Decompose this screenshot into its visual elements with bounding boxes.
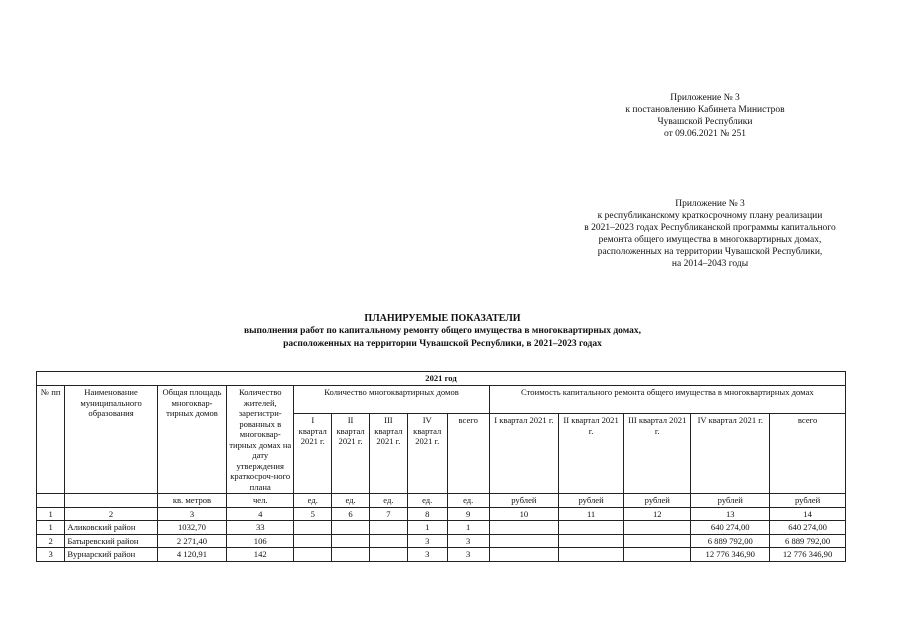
table-cell: [559, 548, 624, 562]
table-cell: [332, 534, 370, 548]
table-cell: [489, 534, 558, 548]
unit-cell: рублей: [770, 494, 846, 508]
annex1-line1: Приложение № 3: [670, 93, 740, 103]
colnum-cell: 11: [559, 507, 624, 521]
table-cell: 6 889 792,00: [691, 534, 770, 548]
table-cell: [489, 548, 558, 562]
table-cell: [369, 548, 407, 562]
title-sub1: выполнения работ по капитальному ремонту общего имущества в многоквартирных домах,: [243, 326, 642, 336]
units-row: [37, 494, 846, 508]
annex2-line6: на 2014–2043 годы: [671, 259, 749, 269]
header-q4: IV квартал 2021 г.: [407, 414, 447, 494]
table-cell: [624, 534, 691, 548]
table-cell: [294, 548, 332, 562]
unit-cell: ед.: [369, 494, 407, 508]
table-cell: 3: [37, 548, 65, 562]
colnum-cell: 6: [332, 507, 370, 521]
column-numbers-row: [37, 507, 846, 521]
indicators-table: [36, 371, 846, 562]
annex-note-1: [600, 92, 810, 140]
table-cell: 640 274,00: [770, 521, 846, 535]
header-c2: II квартал 2021 г.: [559, 414, 624, 494]
unit-cell: рублей: [489, 494, 558, 508]
table-cell: [624, 521, 691, 535]
table-cell: 3: [407, 548, 447, 562]
title-main: ПЛАНИРУЕМЫЕ ПОКАЗАТЕЛИ: [364, 313, 521, 324]
colnum-cell: 14: [770, 507, 846, 521]
table-cell: 2: [37, 534, 65, 548]
table-cell: [294, 521, 332, 535]
table-cell: [559, 534, 624, 548]
table-cell: 3: [447, 534, 489, 548]
header-houses-group: Количество многоквартирных домов: [294, 386, 489, 414]
header-ctotal: всего: [770, 414, 846, 494]
header-row-1: [37, 386, 846, 414]
colnum-cell: 13: [691, 507, 770, 521]
colnum-cell: 9: [447, 507, 489, 521]
header-q2: II квартал 2021 г.: [332, 414, 370, 494]
header-residents: Количество жителей, зарегистри-рованных в многоквар-тирных домах на дату утверждения краткосроч-ного плана: [227, 386, 294, 494]
title-sub2: расположенных на территории Чувашской Республики, в 2021–2023 годах: [283, 339, 602, 349]
annex1-line4: от 09.06.2021 № 251: [664, 129, 746, 139]
header-area: Общая площадь многоквар-тирных домов: [157, 386, 226, 494]
table-cell: 3: [447, 548, 489, 562]
table-cell: [624, 548, 691, 562]
header-name: Наименование муниципального образования: [65, 386, 157, 494]
table-cell: 3: [407, 534, 447, 548]
unit-cell: рублей: [691, 494, 770, 508]
table-cell: [332, 521, 370, 535]
colnum-cell: 1: [37, 507, 65, 521]
table-cell: [559, 521, 624, 535]
colnum-cell: 3: [157, 507, 226, 521]
table-row: [37, 548, 846, 562]
year-cell: 2021 год: [37, 372, 846, 386]
unit-cell: [65, 494, 157, 508]
unit-cell: ед.: [294, 494, 332, 508]
table-cell: [369, 534, 407, 548]
table-cell: 1: [37, 521, 65, 535]
colnum-cell: 12: [624, 507, 691, 521]
table-cell: Аликовский район: [65, 521, 157, 535]
annex-note-2: [560, 198, 860, 270]
annex2-line4: ремонта общего имущества в многоквартирных домах,: [598, 235, 822, 245]
unit-cell: чел.: [227, 494, 294, 508]
table-cell: [294, 534, 332, 548]
unit-cell: рублей: [559, 494, 624, 508]
unit-cell: ед.: [407, 494, 447, 508]
table-cell: 1: [447, 521, 489, 535]
colnum-cell: 7: [369, 507, 407, 521]
table-cell: 2 271,40: [157, 534, 226, 548]
table-cell: 33: [227, 521, 294, 535]
header-cost-group: Стоимость капитального ремонта общего имущества в многоквартирных домах: [489, 386, 845, 414]
header-q1: I квартал 2021 г.: [294, 414, 332, 494]
header-c4: IV квартал 2021 г.: [691, 414, 770, 494]
header-num: № пп: [37, 386, 65, 494]
colnum-cell: 10: [489, 507, 558, 521]
table-row: [37, 521, 846, 535]
header-c1: I квартал 2021 г.: [489, 414, 558, 494]
document-title: [200, 312, 685, 351]
colnum-cell: 4: [227, 507, 294, 521]
annex1-line2: к постановлению Кабинета Министров: [625, 105, 785, 115]
colnum-cell: 5: [294, 507, 332, 521]
table-cell: 1032,70: [157, 521, 226, 535]
table-cell: 1: [407, 521, 447, 535]
annex2-line2: к республиканскому краткосрочному плану реализации: [597, 211, 823, 221]
table-cell: Батыревский район: [65, 534, 157, 548]
table-row: [37, 534, 846, 548]
annex2-line5: расположенных на территории Чувашской Республики,: [597, 247, 823, 257]
table-cell: [332, 548, 370, 562]
table-cell: Вурнарский район: [65, 548, 157, 562]
colnum-cell: 2: [65, 507, 157, 521]
table-cell: 106: [227, 534, 294, 548]
header-total: всего: [447, 414, 489, 494]
unit-cell: ед.: [447, 494, 489, 508]
table-cell: 640 274,00: [691, 521, 770, 535]
unit-cell: рублей: [624, 494, 691, 508]
unit-cell: ед.: [332, 494, 370, 508]
annex2-line3: в 2021–2023 годах Республиканской программы капитального: [584, 223, 836, 233]
annex1-line3: Чувашской Республики: [657, 117, 753, 127]
unit-cell: [37, 494, 65, 508]
table-cell: [369, 521, 407, 535]
table-cell: 4 120,91: [157, 548, 226, 562]
table-cell: 142: [227, 548, 294, 562]
table-cell: 12 776 346,90: [691, 548, 770, 562]
year-row: [37, 372, 846, 386]
table-cell: 12 776 346,90: [770, 548, 846, 562]
header-q3: III квартал 2021 г.: [369, 414, 407, 494]
table-cell: [489, 521, 558, 535]
annex2-line1: Приложение № 3: [675, 199, 745, 209]
unit-cell: кв. метров: [157, 494, 226, 508]
colnum-cell: 8: [407, 507, 447, 521]
table-cell: 6 889 792,00: [770, 534, 846, 548]
header-c3: III квартал 2021 г.: [624, 414, 691, 494]
